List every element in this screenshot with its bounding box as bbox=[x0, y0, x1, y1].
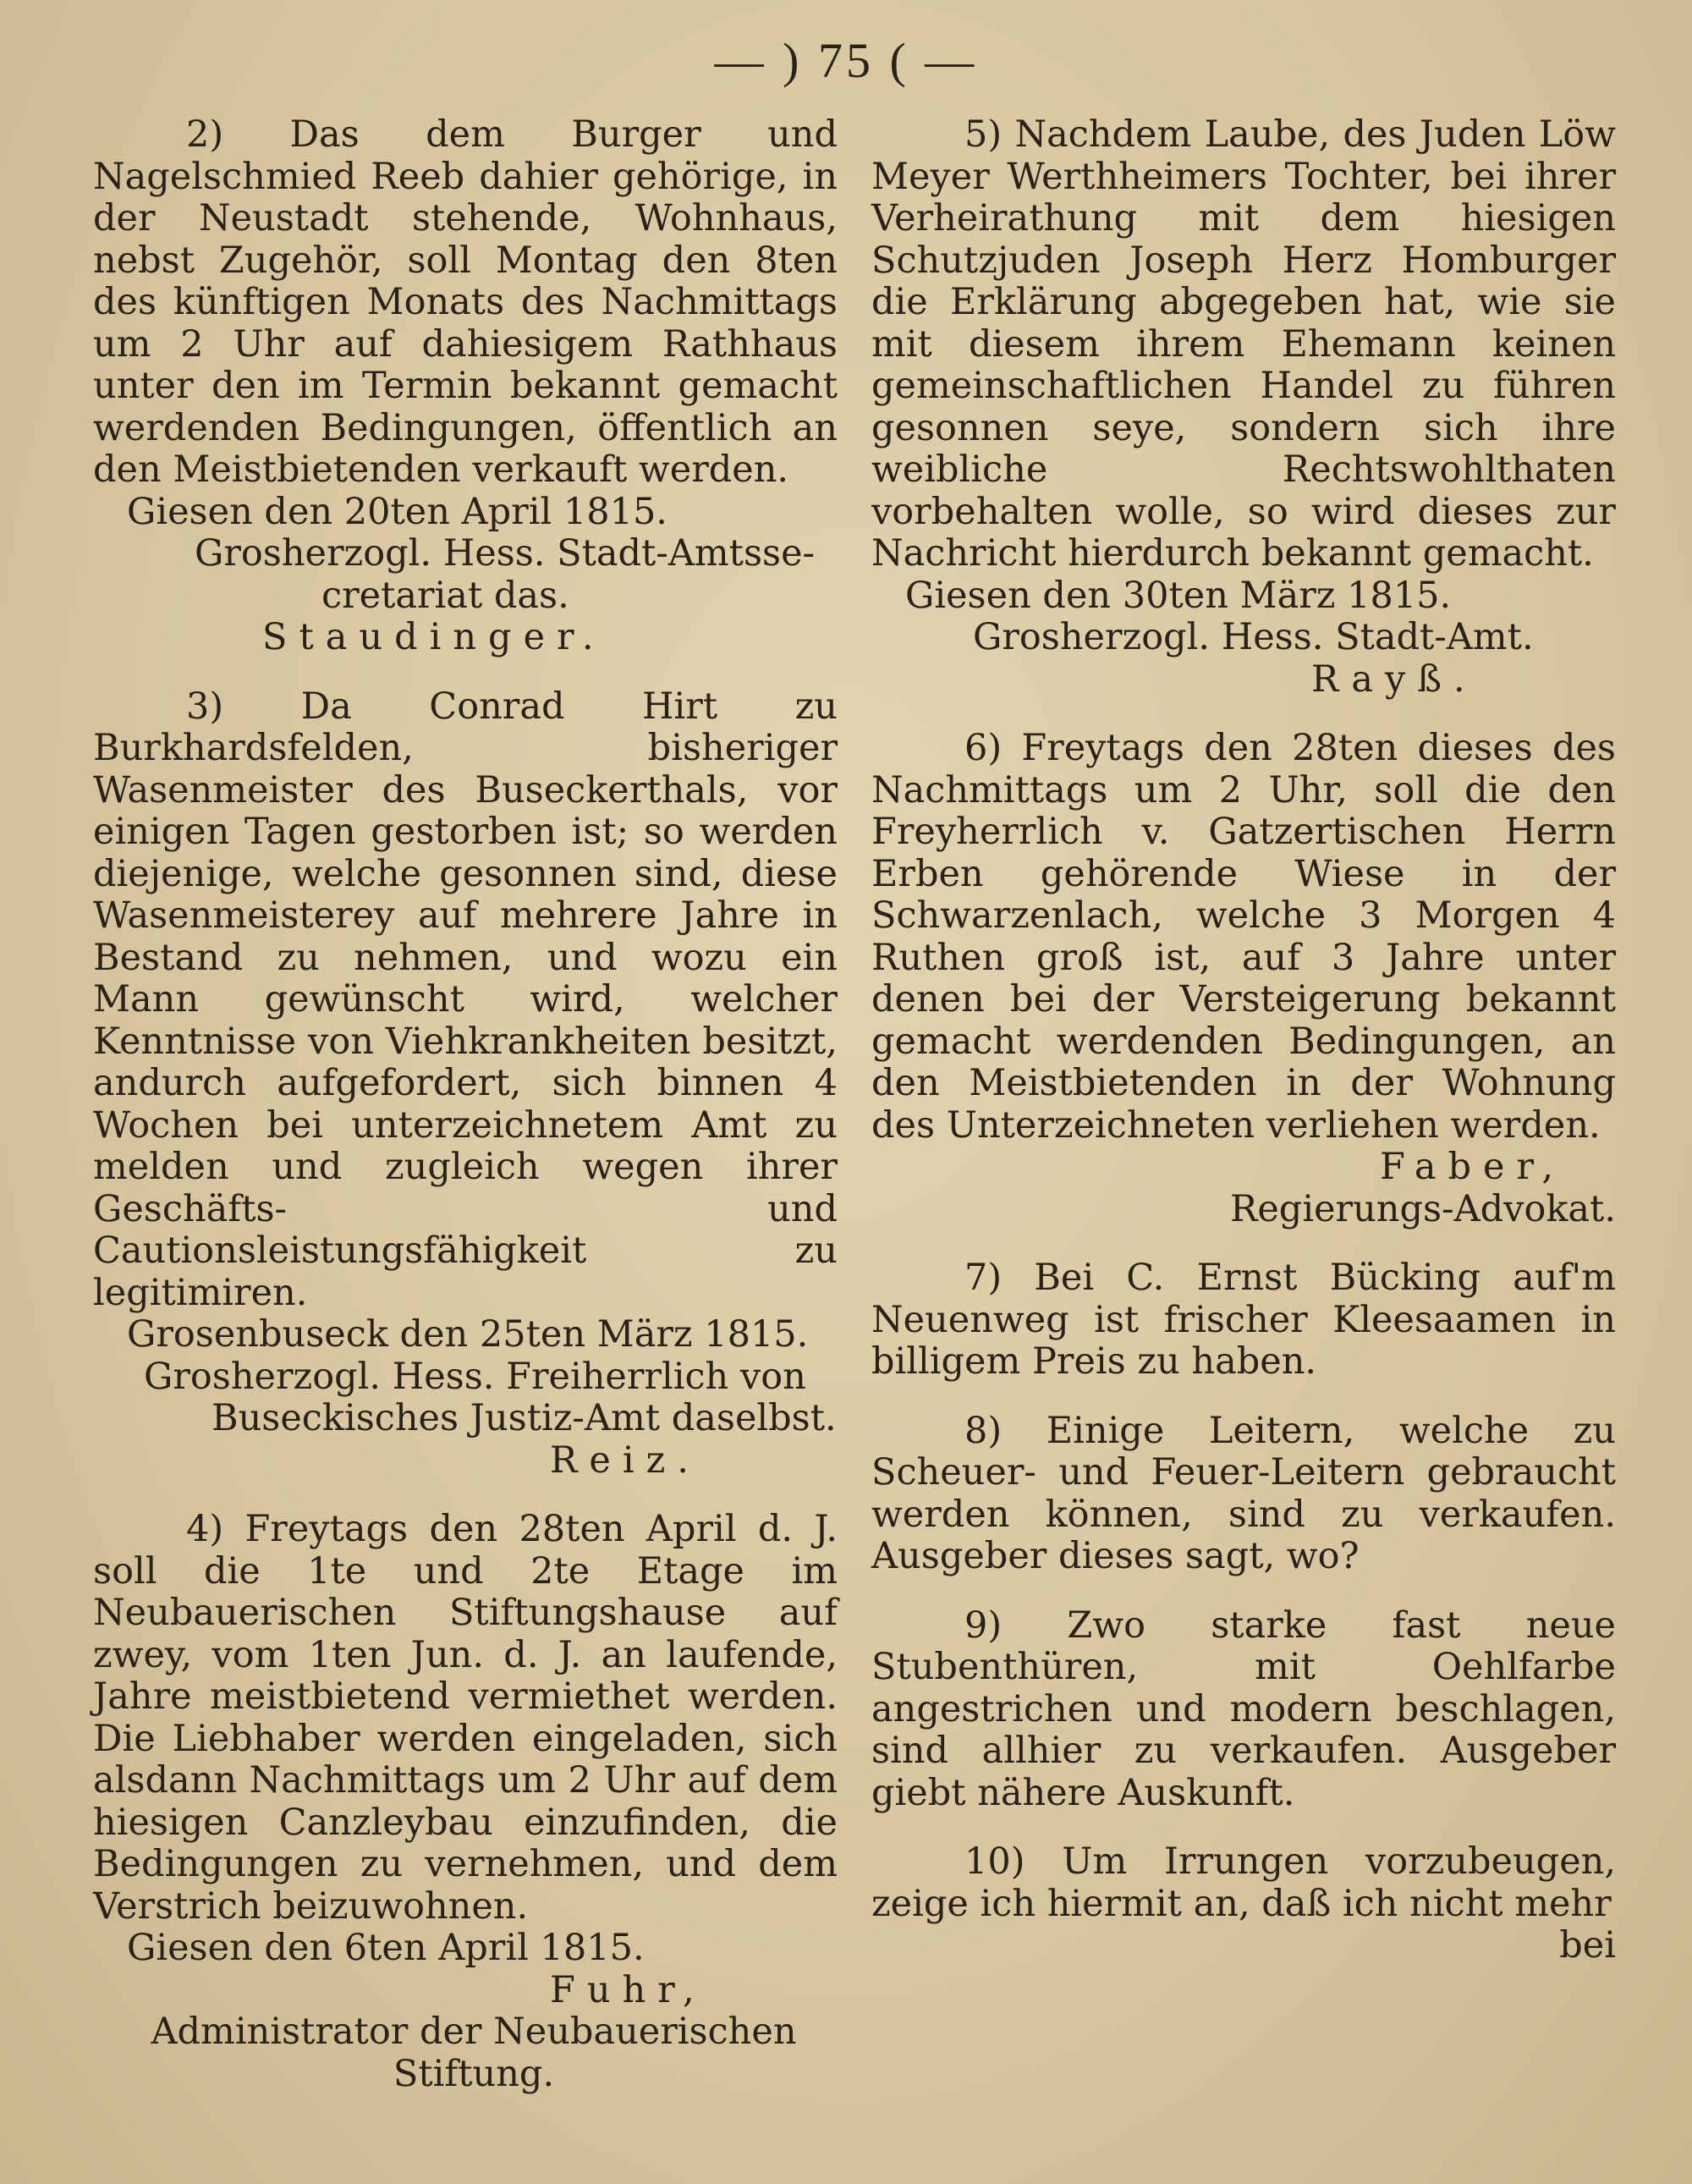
notice-5 bbox=[871, 114, 1616, 701]
notice-signer-title: Regierungs-Advokat. bbox=[1229, 1187, 1616, 1230]
notice-body: 3) Da Conrad Hirt zu Burkhardsfelden, bisheriger Wasenmeister des Buseckerthals, vor einigen Tagen gestorben ist; so werden diejenige, welche gesonnen sind, diese Wasenmeisterey auf mehrere Jahre in Bestand zu nehmen, und wozu ein Mann gewünscht wird, welcher Kenntnisse von Viehkrankheiten besitzt, andurch aufgefordert, sich binnen 4 Wochen bei unterzeichnetem Amt zu melden und zugleich wegen ihrer Geschäfts- und Cautionsleistungsfähigkeit zu legitimiren. bbox=[93, 685, 838, 1314]
notice-body: 6) Freytags den 28ten dieses des Nachmittags um 2 Uhr, soll die den Freyherrlich v. Gatzertischen Herrn Erben gehörende Wiese in der Schwarzenlach, welche 3 Morgen 4 Ruthen groß ist, auf 3 Jahre unter denen bei der Versteigerung bekannt gemacht werdenden Bedingungen, an den Meistbietenden in der Wohnung des Unterzeichneten verliehen werden. bbox=[871, 727, 1616, 1147]
notice-body: 5) Nachdem Laube, des Juden Löw Meyer Werthheimers Tochter, bei ihrer Verheirathung mit dem hiesigen Schutzjuden Joseph Herz Homburger die Erklärung abgegeben hat, wie sie mit diesem ihrem Ehemann keinen gemeinschaftlichen Handel zu führen gesonnen seye, sondern sich ihre weibliche Rechtswohlthaten vorbehalten wolle, so wird dieses zur Nachricht hierdurch bekannt gemacht. bbox=[871, 113, 1616, 575]
notice-office: Grosherzogl. Hess. Stadt-Amt. bbox=[973, 616, 1534, 658]
notice-body: 2) Das dem Burger und Nagelschmied Reeb dahier gehörige, in der Neustadt stehende, Wohnhaus, nebst Zugehör, soll Montag den 8ten des künftigen Monats des Nachmittags um 2 Uhr auf dahiesigem Rathhaus unter den im Termin bekannt gemacht werdenden Bedingungen, öffentlich an den Meistbietenden verkauft werden. bbox=[93, 113, 838, 491]
notice-4 bbox=[93, 1509, 838, 2095]
notice-10 bbox=[871, 1841, 1616, 1967]
notice-signature: Rayß. bbox=[1311, 657, 1477, 701]
catchword: bei bbox=[1559, 1924, 1616, 1967]
notice-7 bbox=[871, 1257, 1616, 1384]
notice-body: 7) Bei C. Ernst Bücking auf'm Neuenweg ist frischer Kleesaamen in billigem Preis zu haben. bbox=[871, 1257, 1616, 1383]
notice-office: Grosherzogl. Hess. Freiherrlich von Buseckisches Justiz-Amt daselbst. bbox=[144, 1355, 837, 1439]
notice-signature: Fuhr, bbox=[550, 1968, 706, 2011]
right-column bbox=[871, 114, 1616, 1967]
notice-9 bbox=[871, 1605, 1616, 1815]
notice-3 bbox=[93, 686, 838, 1483]
page-number: — ) 75 ( — bbox=[714, 33, 978, 88]
notice-signature: Reiz. bbox=[550, 1439, 700, 1482]
notice-body: 8) Einige Leitern, welche zu Scheuer- und Feuer-Leitern gebraucht werden können, sind zu verkaufen. Ausgeber dieses sagt, wo? bbox=[871, 1409, 1616, 1577]
notice-body: 9) Zwo starke fast neue Stubenthüren, mit Oehlfarbe angestrichen und modern beschlagen, sind allhier zu verkaufen. Ausgeber giebt nähere Auskunft. bbox=[871, 1604, 1616, 1814]
notice-date: Grosenbuseck den 25ten März 1815. bbox=[127, 1313, 809, 1356]
notice-8 bbox=[871, 1411, 1616, 1578]
notice-date: Giesen den 30ten März 1815. bbox=[905, 574, 1452, 617]
notice-date: Giesen den 20ten April 1815. bbox=[127, 490, 667, 533]
notice-6 bbox=[871, 728, 1616, 1230]
notice-body: 4) Freytags den 28ten April d. J. soll die 1te und 2te Etage im Neubauerischen Stiftungshause auf zwey, vom 1ten Jun. d. J. an laufende, Jahre meistbietend vermiethet werden. Die Liebhaber werden eingeladen, sich alsdann Nachmittags um 2 Uhr auf dem hiesigen Canzleybau einzufinden, die Bedingungen zu vernehmen, und dem Verstrich beizuwohnen. bbox=[93, 1508, 838, 1928]
notice-signer-title: Administrator der Neubauerischen Stiftung. bbox=[151, 2011, 797, 2095]
notice-signature: Faber, bbox=[1379, 1146, 1565, 1188]
notice-office-continued: cretariat das. bbox=[321, 574, 569, 617]
left-column bbox=[93, 114, 838, 2095]
notice-office: Grosherzogl. Hess. Stadt-Amtsse- bbox=[195, 532, 816, 575]
notice-2 bbox=[93, 114, 838, 659]
notice-date: Giesen den 6ten April 1815. bbox=[127, 1927, 645, 1969]
notice-body: 10) Um Irrungen vorzubeugen, zeige ich hiermit an, daß ich nicht mehr bbox=[871, 1840, 1616, 1925]
notice-signature: Staudinger. bbox=[262, 616, 606, 658]
